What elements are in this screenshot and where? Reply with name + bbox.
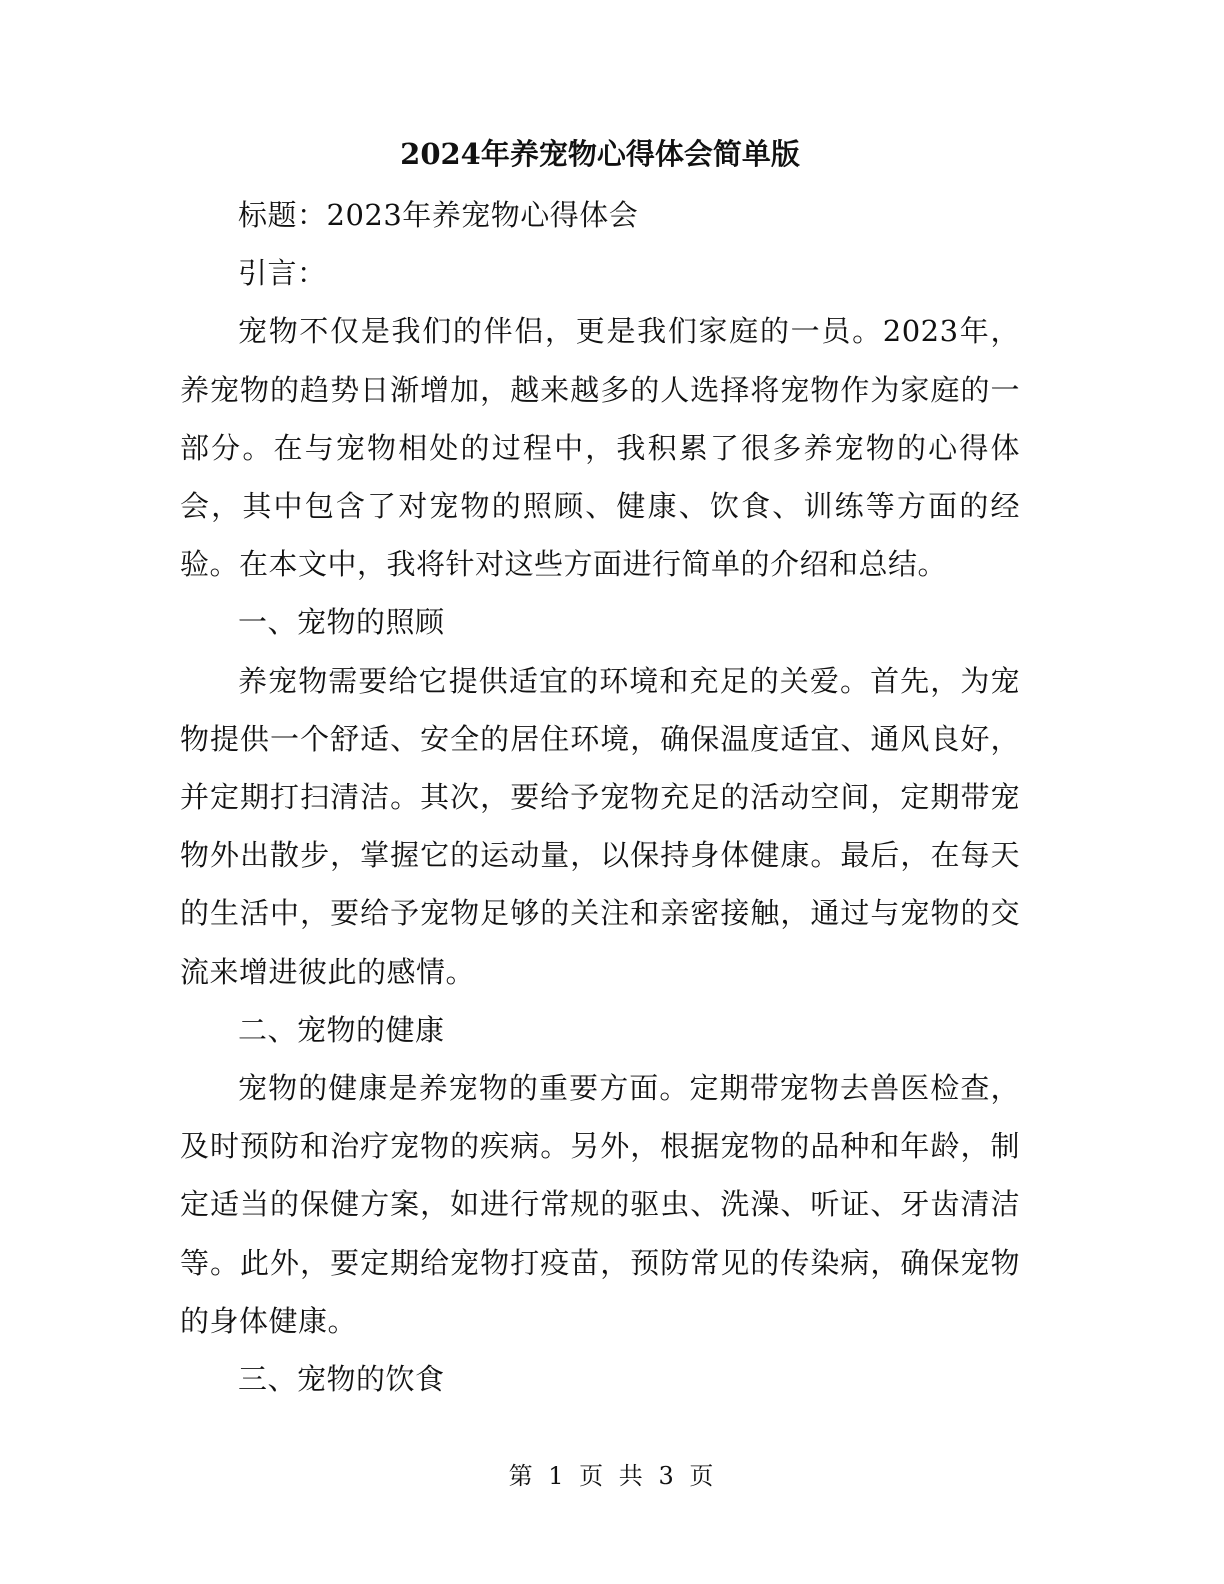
section-paragraph-care: 养宠物需要给它提供适宜的环境和充足的关爱。首先，为宠物提供一个舒适、安全的居住环境，确保温度适宜、通风良好，并定期打扫清洁。其次，要给予宠物充足的活动空间，定期带宠物外出散步，掌握它的运动量，以保持身体健康。最后，在每天的生活中，要给予宠物足够的关注和亲密接触，通过与宠物的交流来增进彼此的感情。 <box>180 663 1020 989</box>
intro-paragraph: 宠物不仅是我们的伴侣，更是我们家庭的一员。2023年，养宠物的趋势日渐增加，越来越多的人选择将宠物作为家庭的一部分。在与宠物相处的过程中，我积累了很多养宠物的心得体会，其中包含了对宠物的照顾、健康、饮食、训练等方面的经验。在本文中，我将针对这些方面进行简单的介绍和总结。 <box>180 314 1020 582</box>
intro-heading: 引言： <box>238 256 327 291</box>
page-number-footer: 第 1 页 共 3 页 <box>508 1462 716 1490</box>
section-heading-health: 二、宠物的健康 <box>238 1012 445 1047</box>
section-heading-care: 一、宠物的照顾 <box>238 605 445 640</box>
document-title: 2024年养宠物心得体会简单版 <box>400 137 800 171</box>
section-heading-diet: 三、宠物的饮食 <box>238 1362 445 1397</box>
section-paragraph-health: 宠物的健康是养宠物的重要方面。定期带宠物去兽医检查，及时预防和治疗宠物的疾病。另外，根据宠物的品种和年龄，制定适当的保健方案，如进行常规的驱虫、洗澡、听证、牙齿清洁等。此外，要定期给宠物打疫苗，预防常见的传染病，确保宠物的身体健康。 <box>180 1071 1020 1338</box>
document-body <box>180 128 1020 1408</box>
subtitle-line: 标题：2023年养宠物心得体会 <box>238 198 639 232</box>
